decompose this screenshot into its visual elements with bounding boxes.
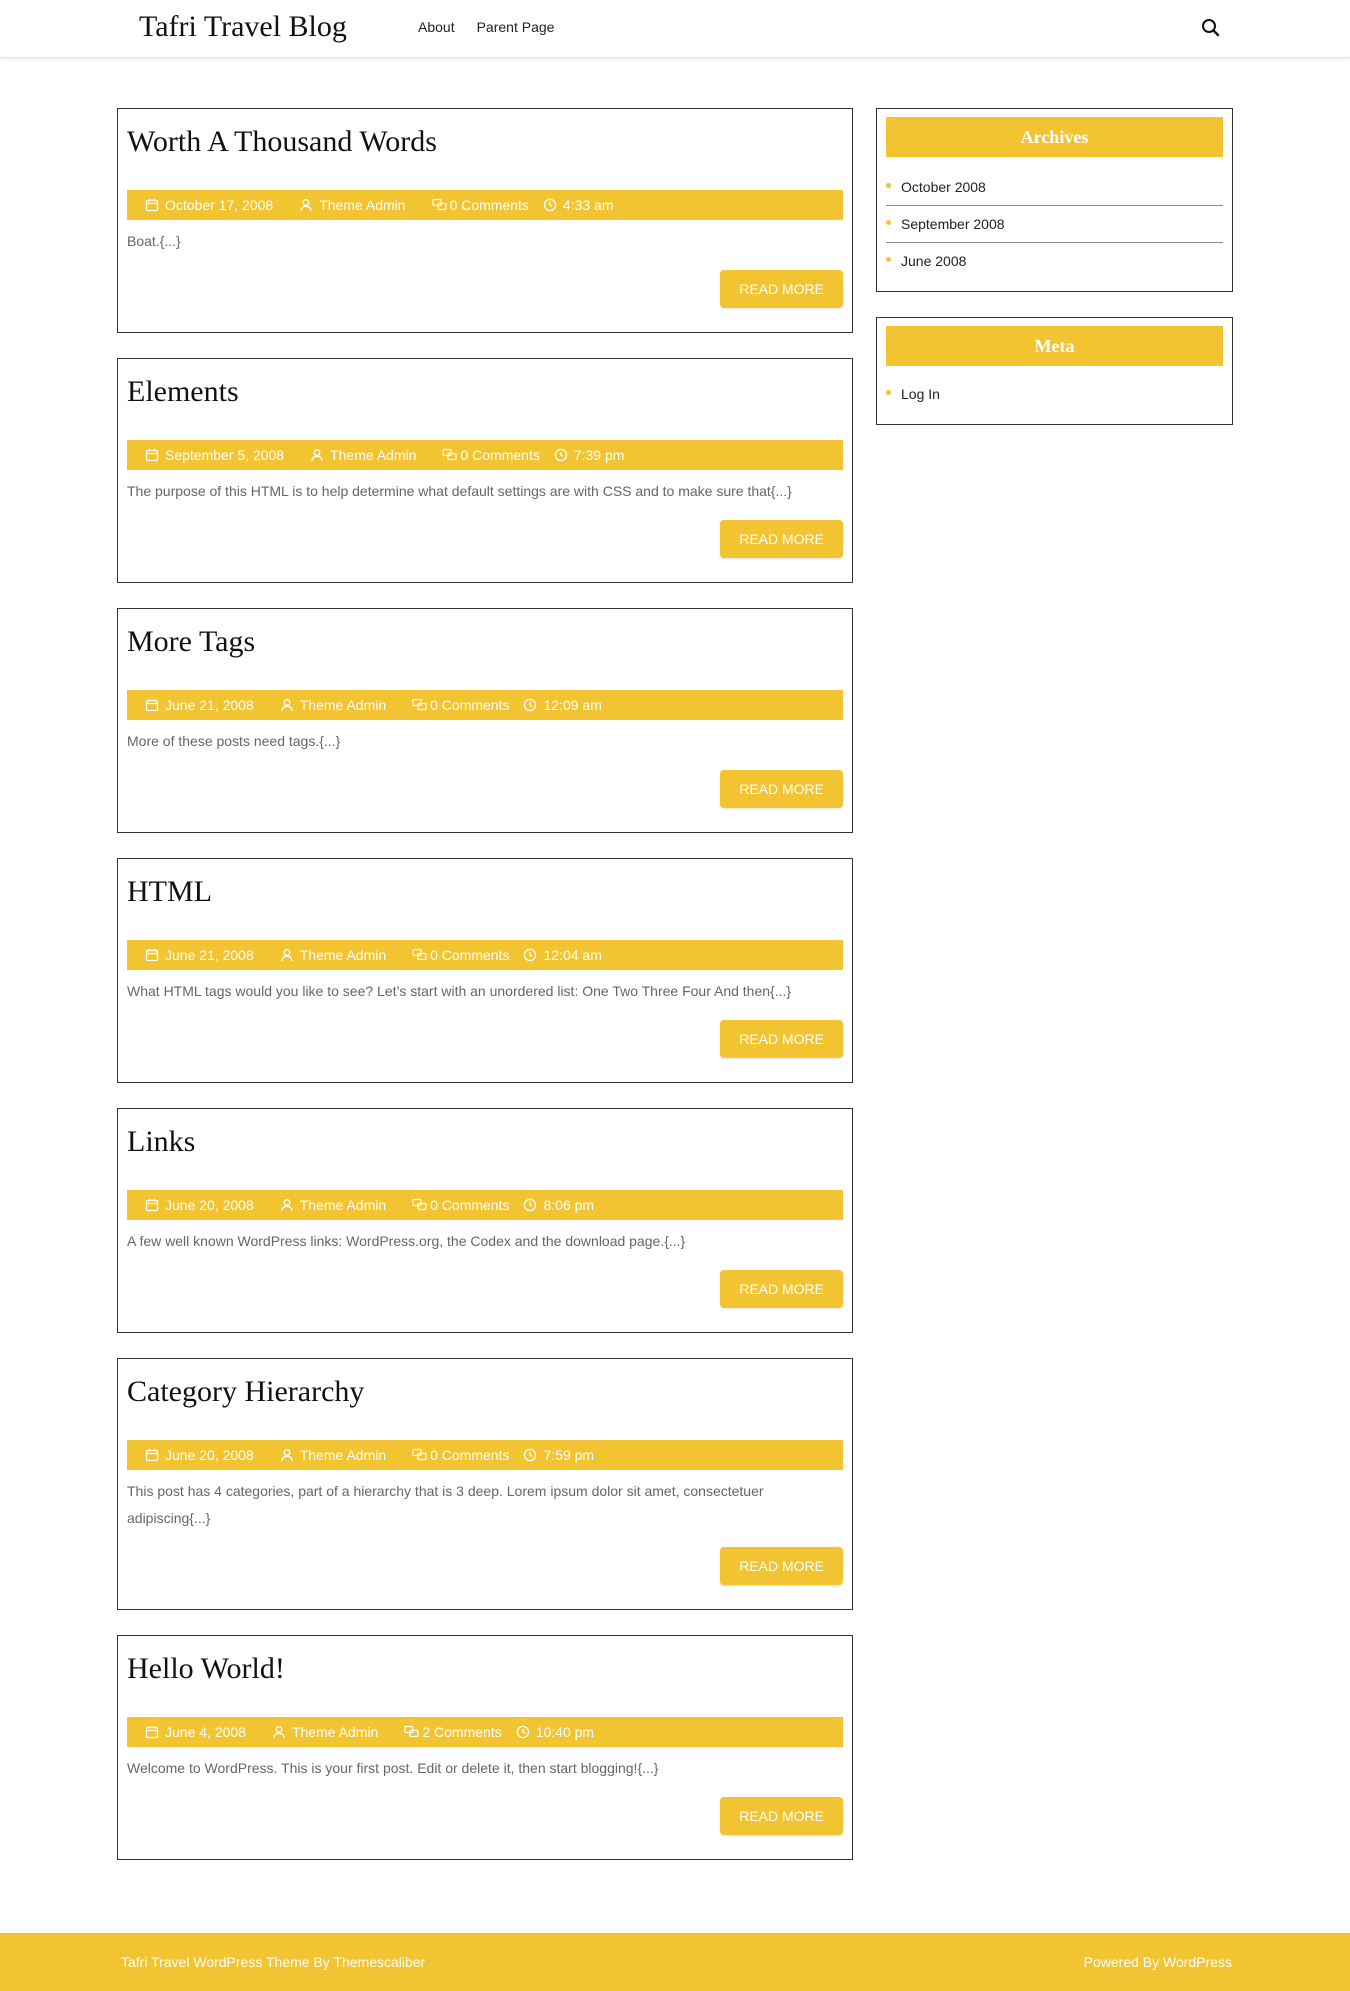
read-more-row: [127, 270, 843, 308]
comments-icon: [412, 948, 428, 962]
meta-list: [886, 376, 1223, 412]
sidebar: [876, 108, 1233, 450]
post-title[interactable]: Worth A Thousand Words: [127, 125, 437, 158]
post-title[interactable]: Elements: [127, 375, 239, 408]
clock-icon: [523, 948, 537, 962]
post-time: [523, 697, 601, 713]
post-date[interactable]: [145, 1724, 246, 1740]
calendar-icon: [145, 198, 159, 212]
read-more-button[interactable]: READ MORE: [720, 770, 843, 808]
post-meta-bar: [127, 440, 843, 470]
post-comments-text: 0 Comments: [460, 447, 540, 463]
post-title[interactable]: More Tags: [127, 625, 256, 658]
post-title[interactable]: HTML: [127, 875, 212, 908]
read-more-row: [127, 1270, 843, 1308]
post-excerpt: Boat.{...}: [127, 233, 181, 249]
search-icon[interactable]: [1200, 17, 1222, 39]
post-date[interactable]: [145, 197, 273, 213]
user-icon: [272, 1725, 286, 1739]
site-footer: [0, 1933, 1350, 1991]
post-author[interactable]: [280, 1197, 386, 1213]
calendar-icon: [145, 1198, 159, 1212]
site-title[interactable]: Tafri Travel Blog: [139, 10, 347, 43]
post-card: [117, 858, 853, 1083]
post-title[interactable]: Hello World!: [127, 1652, 285, 1685]
primary-nav: [418, 19, 554, 35]
post-excerpt: Welcome to WordPress. This is your first post. Edit or delete it, then start blogging!{...}: [127, 1760, 659, 1776]
post-date[interactable]: [145, 697, 254, 713]
post-card: [117, 1358, 853, 1610]
archive-link-june-2008[interactable]: June 2008: [886, 243, 1223, 279]
user-icon: [299, 198, 313, 212]
post-author-text: Theme Admin: [291, 1724, 379, 1740]
post-date[interactable]: [145, 447, 284, 463]
post-comments[interactable]: [412, 697, 509, 713]
post-card: [117, 1635, 853, 1860]
post-date-text: June 20, 2008: [165, 1197, 254, 1213]
post-card: [117, 108, 853, 333]
post-author[interactable]: [280, 697, 386, 713]
read-more-row: [127, 770, 843, 808]
post-excerpt: The purpose of this HTML is to help determine what default settings are with CSS and to make sure that{...}: [127, 483, 792, 499]
meta-widget: [876, 317, 1233, 425]
post-meta-bar: [127, 1717, 843, 1747]
post-author-text: Theme Admin: [330, 447, 417, 463]
calendar-icon: [145, 698, 159, 712]
post-time: [523, 1447, 594, 1463]
post-time-text: 10:40 pm: [535, 1724, 595, 1740]
post-date[interactable]: [145, 1197, 254, 1213]
post-excerpt: This post has 4 categories, part of a hierarchy that is 3 deep. Lorem ipsum dolor sit amet, consectetuer adipiscing{...}: [127, 1483, 764, 1526]
post-author-text: Theme Admin: [299, 697, 387, 713]
post-title[interactable]: Category Hierarchy: [127, 1375, 365, 1408]
comments-icon: [412, 698, 428, 712]
post-author[interactable]: [299, 197, 405, 213]
post-title[interactable]: Links: [127, 1125, 196, 1158]
clock-icon: [516, 1725, 530, 1739]
calendar-icon: [145, 1725, 159, 1739]
post-meta-bar: [127, 1190, 843, 1220]
archive-link-september-2008[interactable]: September 2008: [886, 206, 1223, 243]
post-comments[interactable]: [412, 1197, 509, 1213]
post-author[interactable]: [280, 947, 386, 963]
post-time-text: 7:59 pm: [543, 1447, 595, 1463]
post-date-text: June 21, 2008: [165, 697, 254, 713]
read-more-row: [127, 1797, 843, 1835]
read-more-button[interactable]: READ MORE: [720, 1797, 843, 1835]
post-date-text: September 5, 2008: [165, 447, 285, 463]
post-time-text: 12:09 am: [543, 697, 602, 713]
post-time-text: 12:04 am: [543, 947, 602, 963]
user-icon: [280, 1448, 294, 1462]
post-author-text: Theme Admin: [299, 947, 387, 963]
post-card: [117, 608, 853, 833]
post-time: [516, 1724, 594, 1740]
read-more-button[interactable]: READ MORE: [720, 1020, 843, 1058]
post-excerpt: What HTML tags would you like to see? Let’s start with an unordered list: One Two Three Four And then{...}: [127, 983, 792, 999]
read-more-button[interactable]: READ MORE: [720, 1547, 843, 1585]
calendar-icon: [145, 448, 159, 462]
archive-link-october-2008[interactable]: October 2008: [886, 169, 1223, 206]
post-date-text: June 4, 2008: [165, 1724, 246, 1740]
calendar-icon: [145, 1448, 159, 1462]
post-author-text: Theme Admin: [299, 1197, 387, 1213]
read-more-button[interactable]: READ MORE: [720, 520, 843, 558]
post-date-text: October 17, 2008: [165, 197, 274, 213]
post-comments-text: 0 Comments: [449, 197, 529, 213]
post-date[interactable]: [145, 947, 254, 963]
read-more-button[interactable]: READ MORE: [720, 270, 843, 308]
post-meta-bar: [127, 1440, 843, 1470]
read-more-row: [127, 1020, 843, 1058]
post-comments[interactable]: [412, 947, 509, 963]
clock-icon: [554, 448, 568, 462]
user-icon: [280, 1198, 294, 1212]
calendar-icon: [145, 948, 159, 962]
post-time: [543, 197, 614, 213]
login-link[interactable]: Log In: [886, 376, 1223, 412]
user-icon: [310, 448, 324, 462]
comments-icon: [412, 1448, 428, 1462]
post-card: [117, 358, 853, 583]
post-comments[interactable]: [412, 1447, 509, 1463]
clock-icon: [523, 1448, 537, 1462]
post-date-text: June 20, 2008: [165, 1447, 254, 1463]
footer-credit: Tafri Travel WordPress Theme By Themescaliber: [121, 1954, 426, 1970]
clock-icon: [523, 698, 537, 712]
post-time: [554, 447, 625, 463]
nav-item-parent-page[interactable]: Parent Page: [476, 19, 555, 35]
post-time: [523, 947, 601, 963]
post-author[interactable]: [272, 1724, 378, 1740]
user-icon: [280, 948, 294, 962]
post-comments-text: 2 Comments: [422, 1724, 502, 1740]
post-author-text: Theme Admin: [319, 197, 406, 213]
clock-icon: [543, 198, 557, 212]
clock-icon: [523, 1198, 537, 1212]
comments-icon: [412, 1198, 428, 1212]
read-more-button[interactable]: READ MORE: [720, 1270, 843, 1308]
post-date-text: June 21, 2008: [165, 947, 254, 963]
post-card: [117, 1108, 853, 1333]
post-list: [117, 108, 853, 1885]
post-author-text: Theme Admin: [299, 1447, 387, 1463]
post-time-text: 4:33 am: [562, 197, 614, 213]
post-comments-text: 0 Comments: [430, 947, 510, 963]
archives-widget: [876, 108, 1233, 292]
archives-widget-title: Archives: [886, 117, 1223, 157]
post-excerpt: A few well known WordPress links: WordPress.org, the Codex and the download page.{...}: [127, 1233, 686, 1249]
post-meta-bar: [127, 690, 843, 720]
post-author[interactable]: [310, 447, 416, 463]
post-comments-text: 0 Comments: [430, 1197, 510, 1213]
post-time-text: 8:06 pm: [543, 1197, 595, 1213]
post-comments-text: 0 Comments: [430, 1447, 510, 1463]
post-comments[interactable]: [404, 1724, 501, 1740]
user-icon: [280, 698, 294, 712]
post-meta-bar: [127, 940, 843, 970]
comments-icon: [442, 448, 458, 462]
post-time-text: 7:39 pm: [573, 447, 625, 463]
post-comments-text: 0 Comments: [430, 697, 510, 713]
post-comments[interactable]: [432, 197, 529, 213]
post-meta-bar: [127, 190, 843, 220]
archives-list: [886, 169, 1223, 279]
post-author[interactable]: [280, 1447, 386, 1463]
post-comments[interactable]: [442, 447, 539, 463]
comments-icon: [432, 198, 448, 212]
post-time: [523, 1197, 594, 1213]
meta-widget-title: Meta: [886, 326, 1223, 366]
post-excerpt: More of these posts need tags.{...}: [127, 733, 341, 749]
post-date[interactable]: [145, 1447, 254, 1463]
read-more-row: [127, 520, 843, 558]
site-header: [0, 0, 1350, 58]
read-more-row: [127, 1547, 843, 1585]
powered-by-link[interactable]: Powered By WordPress: [1083, 1954, 1232, 1970]
comments-icon: [404, 1725, 420, 1739]
nav-item-about[interactable]: About: [418, 19, 455, 35]
